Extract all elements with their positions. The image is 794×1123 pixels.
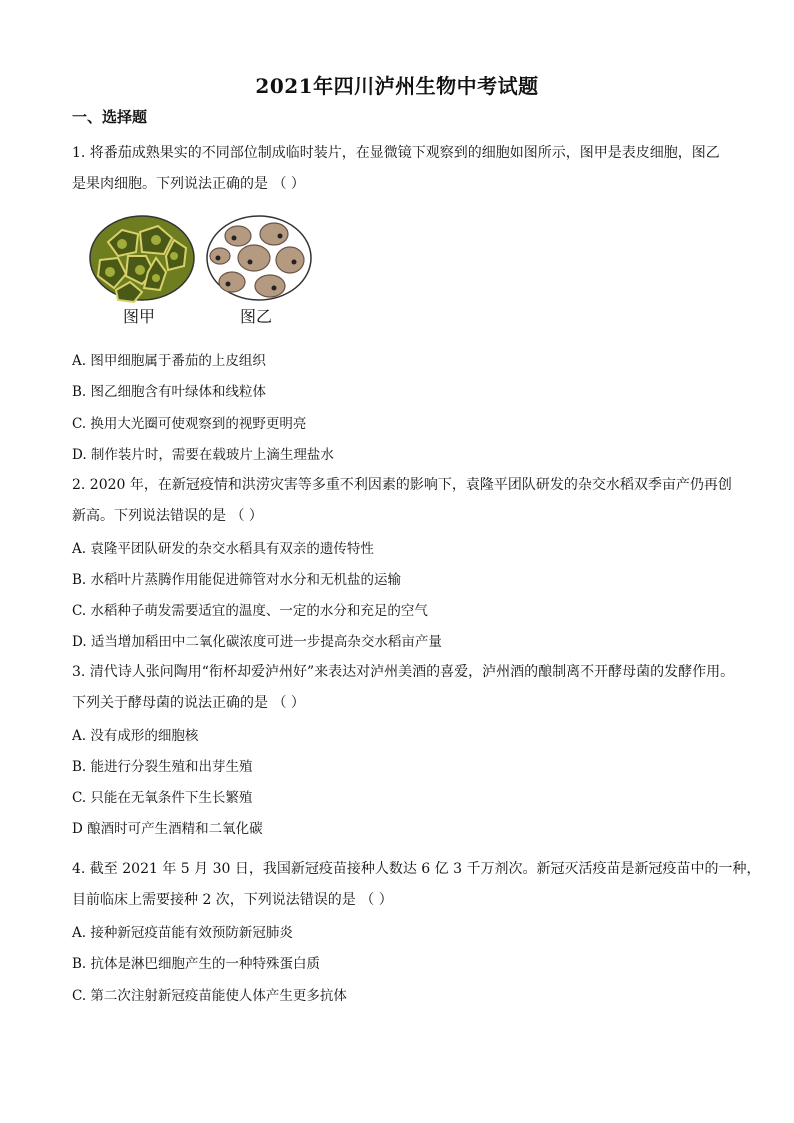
figure-a-caption: 图甲 bbox=[123, 307, 156, 326]
page-title: 2021年四川泸州生物中考试题 bbox=[255, 74, 539, 98]
q2-stem-line2: 新高。下列说法错误的是 （ ） bbox=[72, 508, 263, 524]
figure-b-image bbox=[207, 216, 311, 300]
q2-option-d: D. 适当增加稻田中二氧化碳浓度可进一步提高杂交水稻亩产量 bbox=[72, 634, 442, 650]
cell-figure bbox=[86, 212, 316, 332]
q4-option-b: B. 抗体是淋巴细胞产生的一种特殊蛋白质 bbox=[72, 956, 321, 972]
q3-option-d: D 酿酒时可产生酒精和二氧化碳 bbox=[72, 821, 263, 837]
q1-option-d: D. 制作装片时，需要在载玻片上滴生理盐水 bbox=[72, 447, 334, 463]
q3-stem-line2: 下列关于酵母菌的说法正确的是 （ ） bbox=[72, 695, 305, 711]
q2-option-a: A. 袁隆平团队研发的杂交水稻具有双亲的遗传特性 bbox=[72, 541, 374, 557]
q3-option-b: B. 能进行分裂生殖和出芽生殖 bbox=[72, 759, 253, 775]
section-heading: 一、选择题 bbox=[72, 108, 148, 126]
q1-stem-line1: 1. 将番茄成熟果实的不同部位制成临时装片，在显微镜下观察到的细胞如图所示，图甲是表皮细胞，图乙 bbox=[72, 145, 720, 161]
q3-option-a: A. 没有成形的细胞核 bbox=[72, 728, 199, 744]
q1-stem-line2: 是果肉细胞。下列说法正确的是 （ ） bbox=[72, 176, 305, 192]
q3-stem-line1: 3. 清代诗人张问陶用“衔杯却爱泸州好”来表达对泸州美酒的喜爱，泸州酒的酿制离不开酵母菌的发酵作用。 bbox=[72, 664, 735, 680]
q1-option-b: B. 图乙细胞含有叶绿体和线粒体 bbox=[72, 384, 267, 400]
q4-stem-line2: 目前临床上需要接种 2 次，下列说法错误的是 （ ） bbox=[72, 892, 393, 908]
figure-a-image bbox=[90, 216, 194, 302]
q4-option-c: C. 第二次注射新冠疫苗能使人体产生更多抗体 bbox=[72, 988, 347, 1004]
q2-option-b: B. 水稻叶片蒸腾作用能促进筛管对水分和无机盐的运输 bbox=[72, 572, 402, 588]
q1-option-c: C. 换用大光圈可使观察到的视野更明亮 bbox=[72, 416, 307, 432]
q2-option-c: C. 水稻种子萌发需要适宜的温度、一定的水分和充足的空气 bbox=[72, 603, 428, 619]
q3-option-c: C. 只能在无氧条件下生长繁殖 bbox=[72, 790, 253, 806]
q2-stem-line1: 2. 2020 年，在新冠疫情和洪涝灾害等多重不利因素的影响下，袁隆平团队研发的杂交水稻双季亩产仍再创 bbox=[72, 477, 732, 493]
q1-option-a: A. 图甲细胞属于番茄的上皮组织 bbox=[72, 353, 266, 369]
q4-option-a: A. 接种新冠疫苗能有效预防新冠肺炎 bbox=[72, 925, 293, 941]
figure-b-caption: 图乙 bbox=[240, 307, 273, 326]
q4-stem-line1: 4. 截至 2021 年 5 月 30 日，我国新冠疫苗接种人数达 6 亿 3 千万剂次。新冠灭活疫苗是新冠疫苗中的一种， bbox=[72, 861, 761, 877]
